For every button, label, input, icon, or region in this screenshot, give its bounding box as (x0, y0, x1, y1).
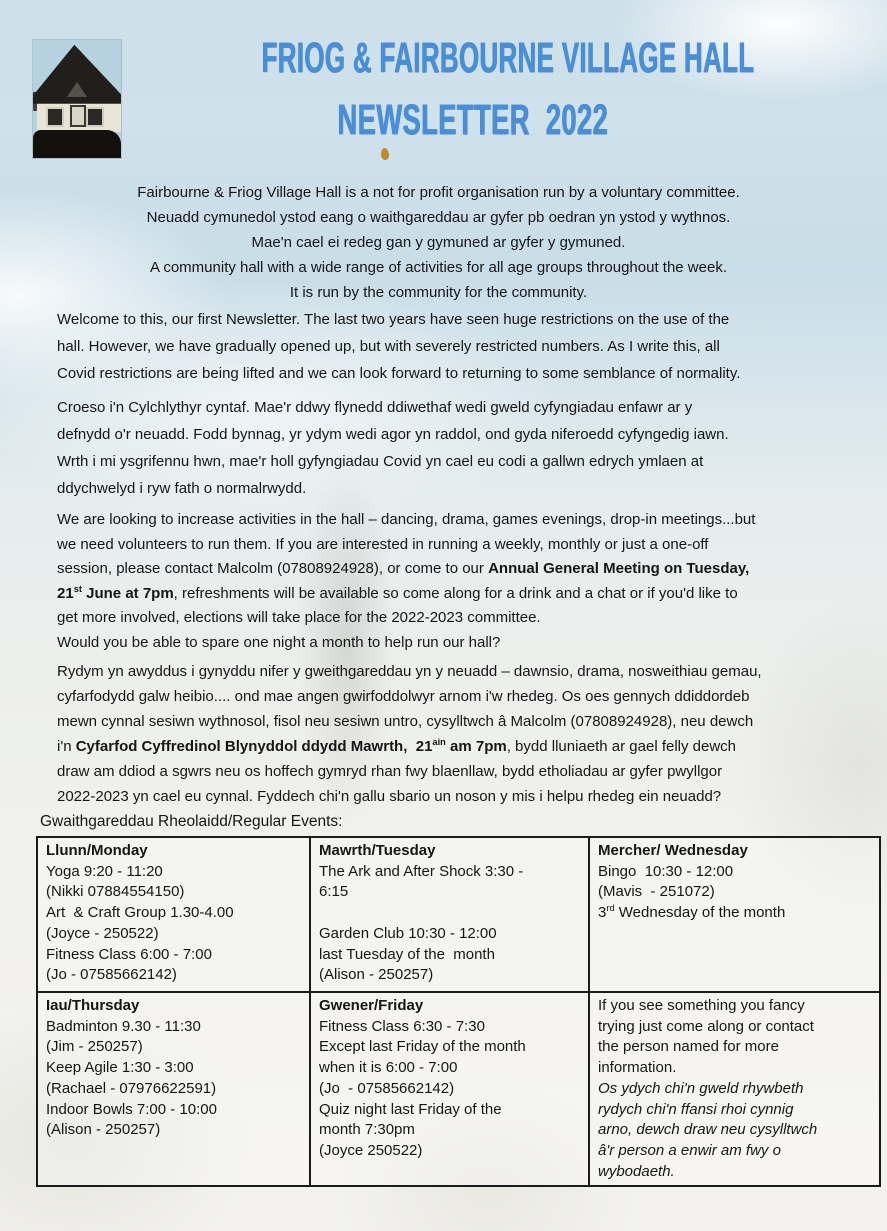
text-line: Fitness Class 6:30 - 7:30 (319, 1017, 485, 1035)
text-line: Wrth i mi ysgrifennu hwn, mae'r holl gyfyngiadau Covid yn cael eu codi a gallwn edrych ymlaen at (57, 453, 704, 470)
text-line: when it is 6:00 - 7:00 (319, 1059, 458, 1077)
text-line: ddychwelyd i ryw fath o normalrwydd. (57, 480, 307, 497)
text-line: Rydym yn awyddus i gynyddu nifer y gweithgareddau yn y neuadd – dawnsio, drama, nosweithiau gemau, (57, 663, 762, 680)
cell-monday-header: Llunn/Monday (46, 842, 148, 859)
text-line: (Jo - 07585662142) (319, 1079, 455, 1097)
cell-wednesday-lines (598, 862, 872, 924)
text-line: Would you be able to spare one night a month to help run our hall? (57, 633, 501, 651)
paragraph-croeso (57, 394, 849, 502)
text-line: i'n Cyfarfod Cyffredinol Blynyddol ddydd Mawrth, $21^{ain}$ am 7pm, bydd lluniaeth ar gael felly dewch (57, 737, 737, 755)
text-line: Neuadd cymunedol ystod eang o waithgareddau ar gyfer pb oedran yn ystod y wythnos. (146, 209, 731, 226)
text-line: 21st June at 7pm, refreshments will be available so come along for a drink and a chat or if you'd like to (57, 583, 738, 602)
events-table-row-1 (37, 837, 880, 992)
text-line: get more involved, elections will take place for the 2022-2023 committee. (57, 609, 541, 626)
cell-thursday-header: Iau/Thursday (46, 997, 140, 1014)
text-line: we need volunteers to run them. If you are interested in running a weekly, monthly or just a one-off (57, 535, 709, 553)
newsletter-subtitle (60, 95, 886, 144)
cell-friday (310, 992, 589, 1186)
text-line: draw am ddiod a sgwrs neu os hoffech gymryd rhan fwy blaenllaw, bydd etholiadau ar gyfer pwyllgor (57, 763, 723, 780)
text-line: trying just come along or contact (598, 1017, 814, 1035)
text-line: information. (598, 1059, 677, 1077)
gold-dot-mark (380, 148, 389, 161)
photo-gable (67, 82, 87, 97)
text-line: (Jim - 250257) (46, 1038, 143, 1056)
text-line: rydych chi'n ffansi rhoi cynnig (598, 1100, 794, 1118)
text-line (319, 903, 581, 924)
cell-info-welsh (598, 1079, 872, 1183)
text-line: It is run by the community for the community. (289, 284, 588, 301)
text-line: defnydd o'r neuadd. Fodd bynnag, yr ydym wedi agor yn raddol, ond gyda niferoedd cyfyngedig iawn. (57, 426, 729, 443)
text-line: Garden Club 10:30 - 12:00 (319, 924, 497, 942)
newsletter-title (130, 33, 886, 82)
cell-friday-header: Gwener/Friday (319, 997, 424, 1014)
text-line: 2022-2023 yn cael eu cynnal. Fyddech chi'n gallu sbario un noson y mis i helpu rhedeg ein neuadd? (57, 788, 722, 805)
cell-tuesday-lines (319, 862, 581, 986)
text-line: (Nikki 07884554150) (46, 883, 185, 901)
cell-tuesday (310, 837, 589, 992)
cell-info (589, 992, 880, 1186)
text-line: arno, dewch draw neu cysylltwch (598, 1121, 818, 1139)
text-line: Welcome to this, our first Newsletter. The last two years have seen huge restrictions on the use of the (57, 311, 730, 328)
text-line: Fairbourne & Friog Village Hall is a not for profit organisation run by a voluntary committee. (137, 184, 740, 201)
text-line: (Jo - 07585662142) (46, 966, 177, 984)
cell-thursday (37, 992, 310, 1186)
text-line: Mae'n cael ei redeg gan y gymuned ar gyfer y gymuned. (251, 234, 626, 251)
text-line: â'r person a enwir am fwy o (598, 1141, 781, 1159)
text-line: the person named for more (598, 1038, 779, 1056)
text-line: mewn cynnal sesiwn wythnosol, fisol neu sesiwn untro, cysylltwch â Malcolm (07808924928), neu dewch (57, 713, 754, 730)
cell-wednesday-header: Mercher/ Wednesday (598, 842, 748, 859)
text-line: Quiz night last Friday of the (319, 1100, 502, 1118)
text-line: Covid restrictions are being lifted and we can look forward to returning to some semblance of normality. (57, 365, 741, 382)
events-heading: Gwaithgareddau Rheolaidd/Regular Events: (40, 813, 343, 830)
text-line: last Tuesday of the month (319, 945, 495, 963)
text-line: Indoor Bowls 7:00 - 10:00 (46, 1100, 217, 1118)
text-line: 3rd Wednesday of the month (598, 903, 786, 922)
text-line: (Alison - 250257) (319, 966, 434, 984)
text-line: cyfarfodydd galw heibio.... ond mae angen gwirfoddolwyr arnom i'w rhedeg. Os oes gennych ddiddordeb (57, 688, 750, 705)
text-line: Yoga 9:20 - 11:20 (46, 862, 163, 880)
text-line: The Ark and After Shock 3:30 - (319, 862, 524, 880)
text-line: month 7:30pm (319, 1121, 415, 1139)
cell-monday-lines (46, 862, 302, 986)
text-line: Except last Friday of the month (319, 1038, 526, 1056)
cell-thursday-lines (46, 1017, 302, 1141)
text-line: Croeso i'n Cylchlythyr cyntaf. Mae'r ddwy flynedd ddiwethaf wedi gweld cyfyngiadau enfawr ar y (57, 399, 693, 416)
events-table-row-2 (37, 992, 880, 1186)
cell-info-english (598, 996, 872, 1079)
newsletter-title-text: FRIOG & FAIRBOURNE VILLAGE HALL (261, 33, 755, 82)
text-line: hall. However, we have gradually opened up, but with severely restricted numbers. As I write this, all (57, 338, 720, 355)
text-line: Os ydych chi'n gweld rhywbeth (598, 1079, 804, 1097)
cell-wednesday (589, 837, 880, 992)
paragraph-agm-english (57, 508, 849, 655)
text-line: Fitness Class 6:00 - 7:00 (46, 945, 212, 963)
text-line: Badminton 9.30 - 11:30 (46, 1017, 201, 1035)
text-line: Keep Agile 1:30 - 3:00 (46, 1059, 194, 1077)
paragraph-welcome (57, 306, 849, 387)
events-table (36, 836, 881, 1187)
text-line: We are looking to increase activities in the hall – dancing, drama, games evenings, drop-in meetings...but (57, 511, 756, 528)
text-line: wybodaeth. (598, 1162, 675, 1180)
cell-tuesday-header: Mawrth/Tuesday (319, 842, 436, 859)
intro-block (30, 180, 847, 305)
text-line: 6:15 (319, 883, 349, 901)
text-line: (Mavis - 251072) (598, 883, 715, 901)
text-line: A community hall with a wide range of activities for all age groups throughout the week. (150, 259, 727, 276)
text-line: session, please contact Malcolm (07808924928), or come to our Annual General Meeting on Tuesday, (57, 560, 750, 577)
paragraph-agm-welsh (57, 659, 849, 809)
cell-monday (37, 837, 310, 992)
cell-friday-lines (319, 1017, 581, 1162)
text-line: (Joyce - 250522) (46, 924, 159, 942)
newsletter-subtitle-text: NEWSLETTER 2022 (337, 95, 609, 144)
text-line: Bingo 10:30 - 12:00 (598, 862, 734, 880)
text-line: (Joyce 250522) (319, 1141, 423, 1159)
text-line: (Rachael - 07976622591) (46, 1079, 217, 1097)
text-line: Art & Craft Group 1.30-4.00 (46, 904, 234, 922)
text-line: (Alison - 250257) (46, 1121, 161, 1139)
text-line: If you see something you fancy (598, 997, 805, 1014)
